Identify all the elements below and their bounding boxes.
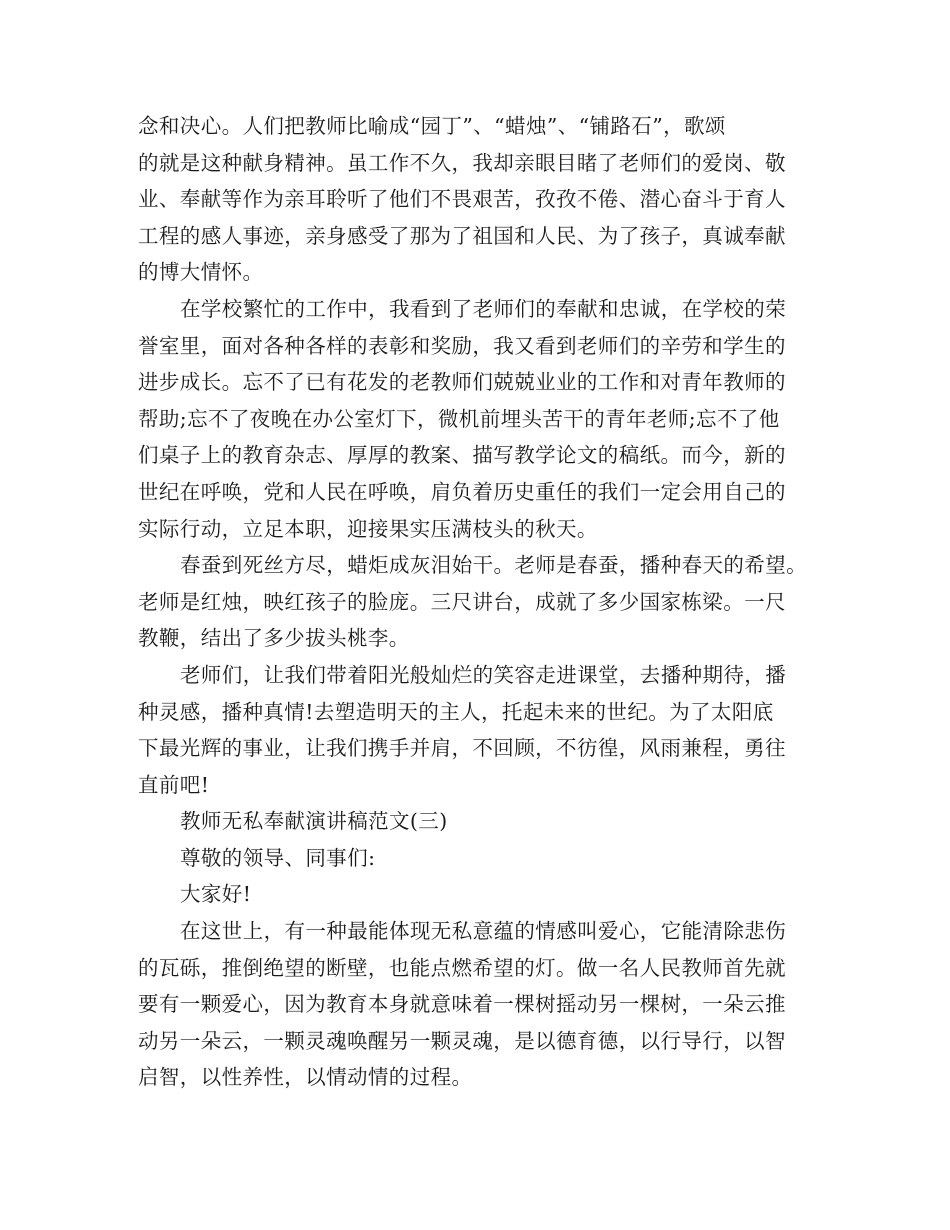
text-line: 教师无私奉献演讲稿范文(三)	[180, 809, 448, 834]
text-line: 动另一朵云，一颗灵魂唤醒另一颗灵魂，是以德育德，以行导行，以智	[138, 1028, 786, 1053]
text-line: 尊敬的领导、同事们:	[180, 845, 376, 870]
text-line: 的瓦砾，推倒绝望的断壁，也能点燃希望的灯。做一名人民教师首先就	[138, 955, 786, 980]
text-line: 种灵感，播种真情!去塑造明天的主人，托起未来的世纪。为了太阳底	[138, 699, 774, 724]
text-line: 业、奉献等作为亲耳聆听了他们不畏艰苦，孜孜不倦、潜心奋斗于育人	[138, 187, 786, 212]
salutation	[138, 840, 818, 877]
text-line: 在学校繁忙的工作中，我看到了老师们的奉献和忠诚，在学校的荣	[180, 296, 787, 321]
text-line: 世纪在呼唤，党和人民在呼唤，肩负着历史重任的我们一定会用自己的	[138, 479, 786, 504]
text-line: 们桌子上的教育杂志、厚厚的教案、描写教学论文的稿纸。而今，新的	[138, 443, 786, 468]
text-line: 念和决心。人们把教师比喻成“园丁”、“蜡烛”、“铺路石”，歌颂	[138, 114, 726, 138]
paragraph	[138, 657, 818, 803]
text-line: 要有一颗爱心，因为教育本身就意味着一棵树摇动另一棵树，一朵云推	[138, 992, 786, 1017]
paragraph	[138, 547, 818, 657]
document-page	[138, 108, 818, 1096]
text-line: 大家好!	[180, 882, 252, 907]
text-line: 直前吧!	[138, 772, 210, 797]
text-line: 教鞭，结出了多少拔头桃李。	[138, 626, 410, 651]
section-title	[138, 803, 818, 840]
text-line: 在这世上，有一种最能体现无私意蕴的情感叫爱心，它能清除悲伤	[180, 919, 787, 944]
text-line: 进步成长。忘不了已有花发的老教师们兢兢业业的工作和对青年教师的	[138, 370, 786, 395]
greeting	[138, 876, 818, 913]
text-line: 启智，以性养性，以情动情的过程。	[138, 1065, 473, 1090]
paragraph	[138, 108, 818, 291]
text-line: 老师们，让我们带着阳光般灿烂的笑容走进课堂，去播种期待，播	[180, 662, 787, 687]
text-line: 工程的感人事迹，亲身感受了那为了祖国和人民、为了孩子，真诚奉献	[138, 223, 786, 248]
text-line: 誉室里，面对各种各样的表彰和奖励，我又看到老师们的辛劳和学生的	[138, 333, 786, 358]
paragraph	[138, 291, 818, 547]
text-line: 老师是红烛，映红孩子的脸庞。三尺讲台，成就了多少国家栋梁。一尺	[138, 589, 786, 614]
text-line: 春蚕到死丝方尽，蜡炬成灰泪始干。老师是春蚕，播种春天的希望。	[180, 553, 807, 578]
text-line: 帮助;忘不了夜晚在办公室灯下，微机前埋头苦干的青年老师;忘不了他	[138, 406, 780, 431]
text-line: 的博大情怀。	[138, 260, 264, 285]
text-line: 的就是这种献身精神。虽工作不久，我却亲眼目睹了老师们的爱岗、敬	[138, 150, 786, 175]
text-line: 下最光辉的事业，让我们携手并肩，不回顾，不彷徨，风雨兼程，勇往	[138, 736, 786, 761]
text-line: 实际行动，立足本职，迎接果实压满枝头的秋天。	[138, 516, 598, 541]
paragraph	[138, 913, 818, 1096]
